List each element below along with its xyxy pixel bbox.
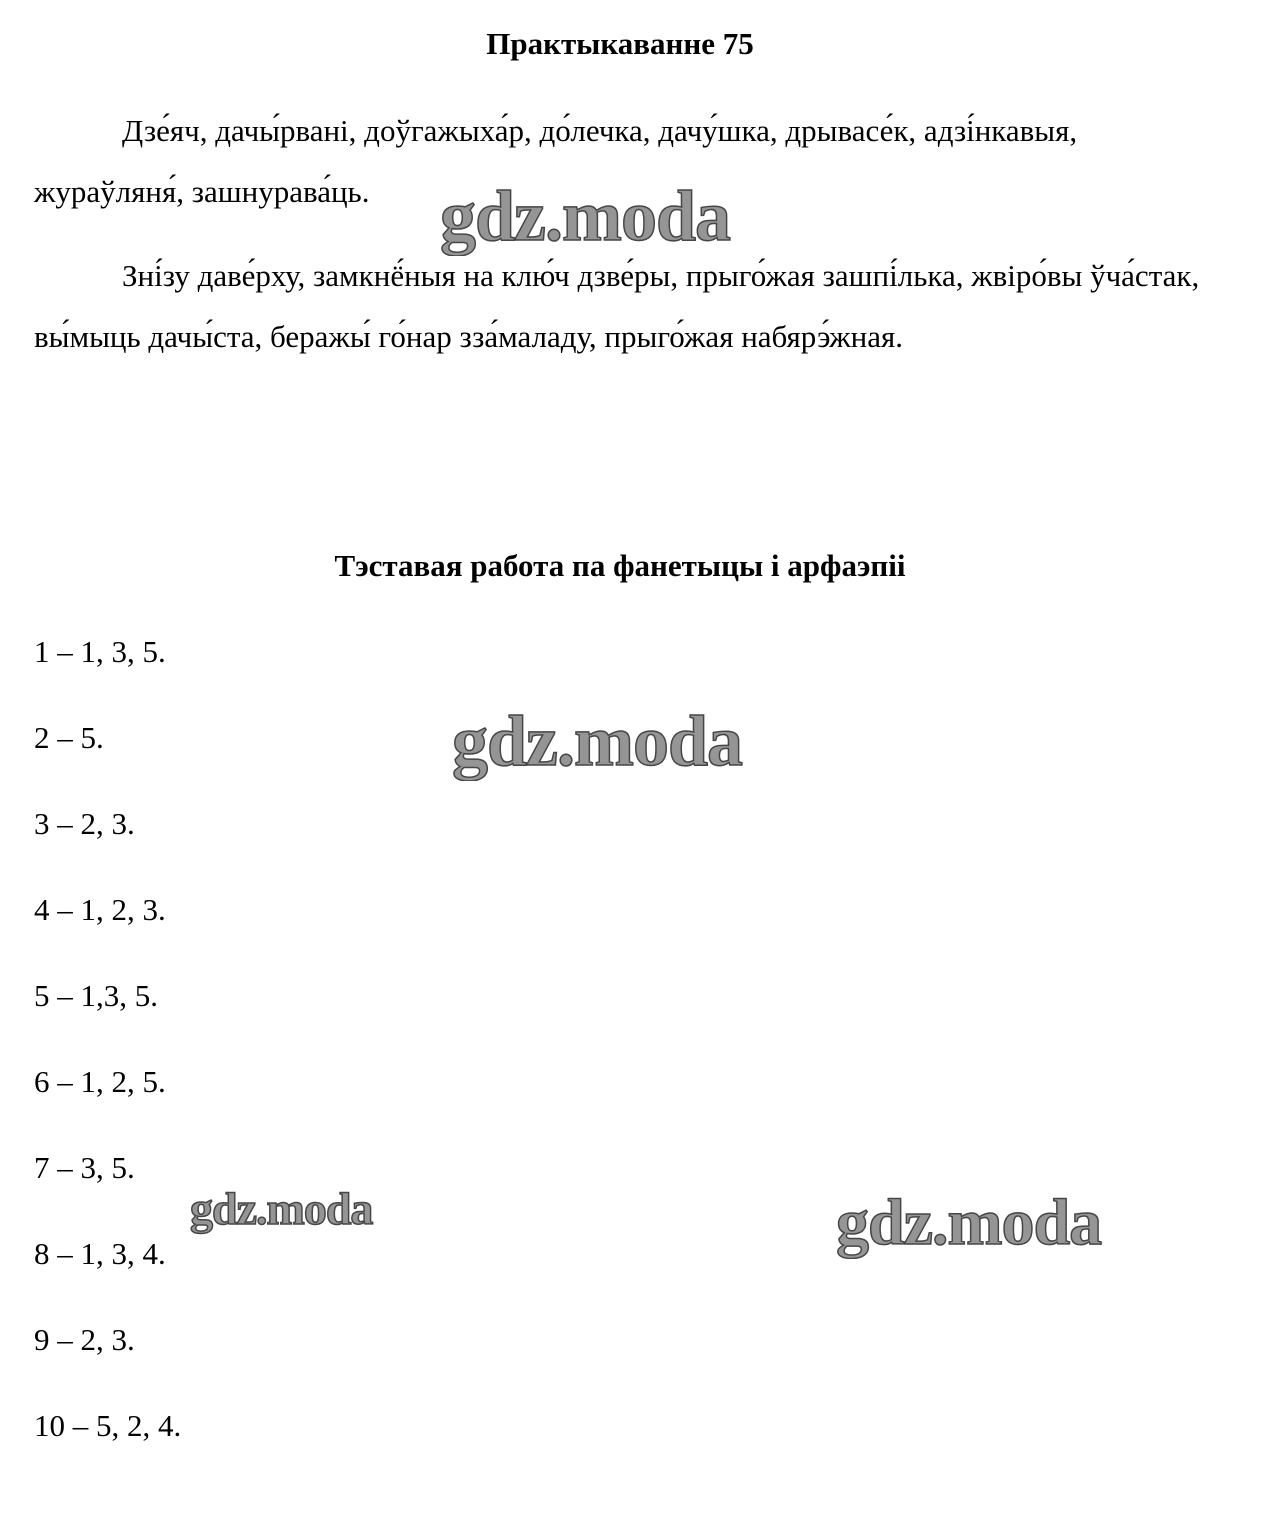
answer-item: 6 – 1, 2, 5.: [34, 1064, 166, 1099]
watermark: gdz.moda: [836, 1186, 1102, 1259]
watermark: gdz.moda: [440, 176, 731, 256]
answer-item: 7 – 3, 5.: [34, 1150, 135, 1185]
watermark: gdz.moda: [190, 1183, 373, 1234]
exercise-paragraph-1: Дзе́яч, дачы́рвані, доўгажыха́р, до́лечка, дачу́шка, дрывасе́к, адзі́нкавыя, жураўляня́, зашнурава́ць.: [34, 113, 1078, 209]
watermark: gdz.moda: [452, 701, 743, 781]
exercise-paragraph-2: Зні́зу даве́рху, замкнё́ныя на клю́ч дзве́ры, прыго́жая зашпі́лька, жвіро́вы ўча́стак, вы́мыць дачы́ста, беражы́ го́нар зза́маладу, прыго́жая набярэ́жная.: [34, 258, 1200, 354]
exercise-title: Практыкаванне 75: [486, 26, 754, 61]
answer-item: 8 – 1, 3, 4.: [34, 1236, 166, 1271]
answer-item: 9 – 2, 3.: [34, 1322, 135, 1357]
answer-item: 3 – 2, 3.: [34, 806, 135, 841]
answer-item: 5 – 1,3, 5.: [34, 978, 158, 1013]
answer-item: 4 – 1, 2, 3.: [34, 892, 166, 927]
test-title: Тэставая работа па фанетыцы і арфаэпіі: [334, 548, 906, 583]
answer-item: 1 – 1, 3, 5.: [34, 634, 166, 669]
answer-item: 2 – 5.: [34, 720, 104, 755]
answer-item: 10 – 5, 2, 4.: [34, 1408, 182, 1443]
